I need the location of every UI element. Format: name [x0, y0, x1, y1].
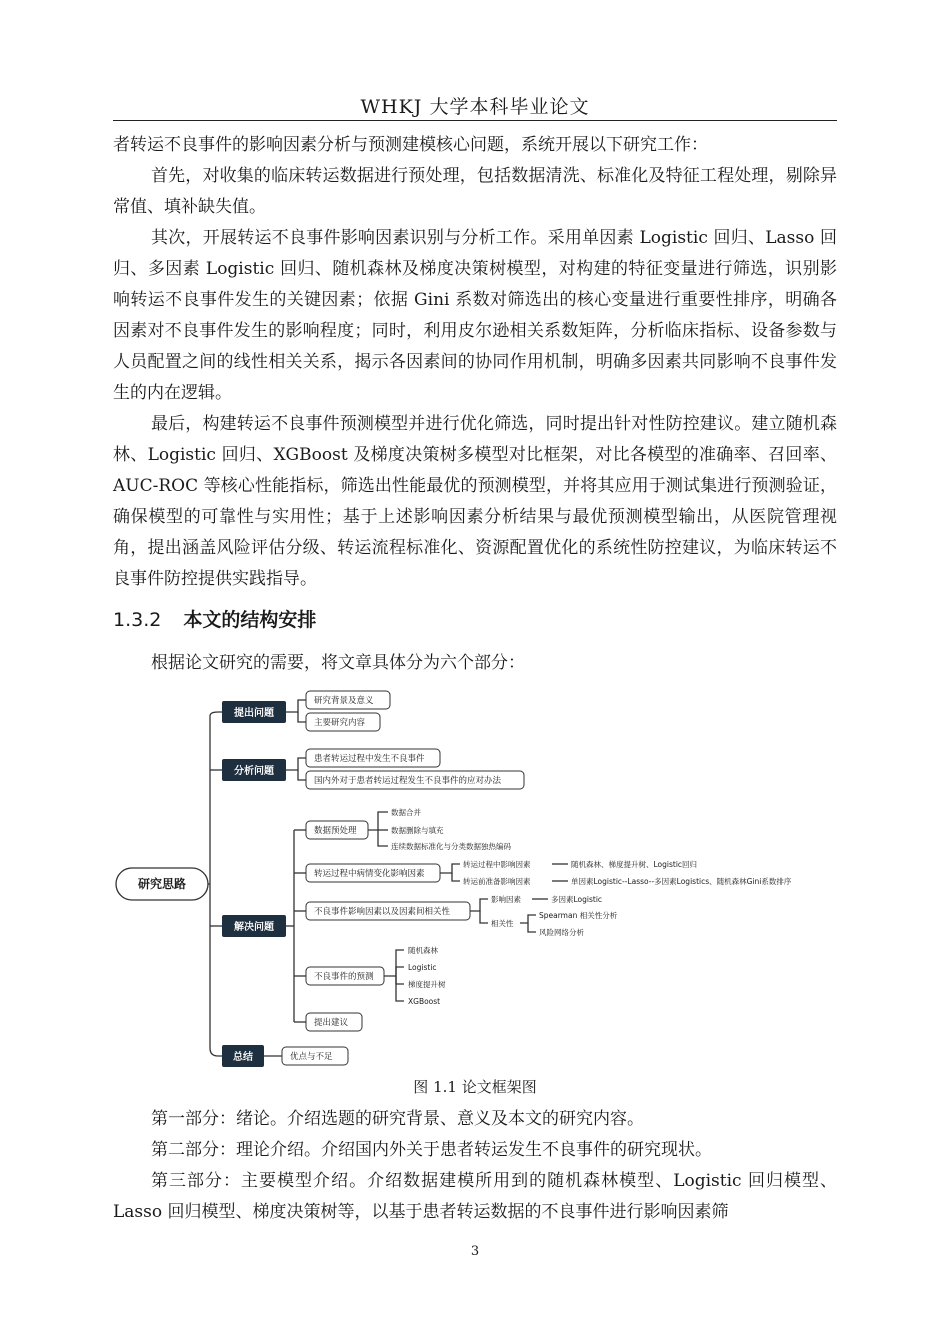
leaf-during-transfer: 转运过程中影响因素 — [463, 860, 531, 869]
framework-mindmap — [100, 686, 840, 1076]
leaf-data-merge: 数据合并 — [391, 808, 421, 817]
paragraph-2: 首先，对收集的临床转运数据进行预处理，包括数据清洗、标准化及特征工程处理，剔除异常值、填补缺失值。 — [113, 166, 837, 217]
section-heading — [113, 605, 316, 632]
leaf-label-adverse-events: 患者转运过程中发生不良事件 — [314, 754, 425, 764]
leaf-data-encoding: 连续数据标准化与分类数据独热编码 — [391, 842, 511, 851]
leaf-logistic: Logistic — [408, 963, 437, 972]
leaf-label-pros-cons: 优点与不足 — [290, 1052, 333, 1062]
leaf-random-forest: 随机森林 — [408, 946, 438, 955]
paragraph-7: 第二部分：理论介绍。介绍国内外关于患者转运发生不良事件的研究现状。 — [151, 1140, 712, 1160]
paragraph-8: 第三部分：主要模型介绍。介绍数据建模所用到的随机森林模型、Logistic 回归模型、Lasso 回归模型、梯度决策树等，以基于患者转运数据的不良事件进行影响因素筛 — [113, 1171, 837, 1222]
sub-label-condition-factors: 转运过程中病情变化影响因素 — [314, 869, 425, 879]
header-rule — [113, 120, 837, 121]
figure-caption: 图 1.1 论文框架图 — [413, 1078, 537, 1096]
sub-label-suggestions: 提出建议 — [314, 1018, 349, 1028]
leaf-data-fill: 数据删除与填充 — [391, 826, 444, 835]
leaf-xgboost: XGBoost — [408, 997, 441, 1006]
sub-label-correlation: 不良事件影响因素以及因素间相关性 — [314, 907, 451, 917]
page-number: 3 — [470, 1244, 480, 1259]
paragraph-1: 者转运不良事件的影响因素分析与预测建模核心问题，系统开展以下研究工作： — [113, 135, 708, 155]
leaf-label-background: 研究背景及意义 — [314, 696, 374, 706]
branch-label-summary: 总结 — [233, 1052, 253, 1063]
leaf-gradient-boosting: 梯度提升树 — [408, 980, 446, 989]
leaf-label-countermeasures: 国内外对于患者转运过程发生不良事件的应对办法 — [314, 776, 502, 786]
leaf-multi-logistic: 多因素Logistic — [551, 895, 603, 904]
section-number: 1.3.2 — [113, 609, 162, 631]
branch-label-solve-problem: 解决问题 — [234, 922, 274, 933]
sub-label-prediction: 不良事件的预测 — [314, 972, 374, 982]
running-header: WHKJ 大学本科毕业论文 — [360, 96, 590, 118]
branch-label-raise-problem: 提出问题 — [234, 708, 274, 719]
leaf-pre-transfer: 转运前准备影响因素 — [463, 877, 531, 886]
leaf-pre-transfer-models: 单因素Logistic--Lasso--多因素Logistics、随机森林Gini系数排序 — [571, 877, 792, 886]
leaf-label-main-content: 主要研究内容 — [314, 718, 366, 728]
leaf-during-transfer-models: 随机森林、梯度提升树、Logistic回归 — [571, 860, 698, 869]
leaf-correlation: 相关性 — [491, 919, 514, 928]
branch-label-analyze-problem: 分析问题 — [234, 766, 274, 777]
sub-label-preprocessing: 数据预处理 — [314, 826, 357, 836]
leaf-risk-network: 风险网络分析 — [539, 928, 584, 937]
paragraph-5: 根据论文研究的需要，将文章具体分为六个部分： — [151, 653, 525, 673]
paragraph-3: 其次，开展转运不良事件影响因素识别与分析工作。采用单因素 Logistic 回归、Lasso 回归、多因素 Logistic 回归、随机森林及梯度决策树模型，对构建的特征变量进行筛选，识别影响转运不良事件发生的关键因素；依据 Gini 系数对筛选出的核心变量进行重要性排序，明确各因素对不良事件发生的影响程度；同时，利用皮尔逊相关系数矩阵，分析临床指标、设备参数与人员配置之间的线性相关关系，揭示各因素间的协同作用机制，明确多因素共同影响不良事件发生的内在逻辑。 — [113, 228, 837, 403]
mindmap-root-label: 研究思路 — [137, 877, 187, 891]
paragraph-6: 第一部分：绪论。介绍选题的研究背景、意义及本文的研究内容。 — [151, 1109, 644, 1129]
section-title: 本文的结构安排 — [183, 609, 317, 631]
paragraph-4: 最后，构建转运不良事件预测模型并进行优化筛选，同时提出针对性防控建议。建立随机森林、Logistic 回归、XGBoost 及梯度决策树多模型对比框架，对比各模型的准确率、召回率、AUC-ROC 等核心性能指标，筛选出性能最优的预测模型，并将其应用于测试集进行预测验证，确保模型的可靠性与实用性；基于上述影响因素分析结果与最优预测模型输出，从医院管理视角，提出涵盖风险评估分级、转运流程标准化、资源配置优化的系统性防控建议，为临床转运不良事件防控提供实践指导。 — [113, 414, 837, 589]
leaf-influencing-factors: 影响因素 — [491, 895, 521, 904]
leaf-spearman: Spearman 相关性分析 — [539, 911, 618, 920]
